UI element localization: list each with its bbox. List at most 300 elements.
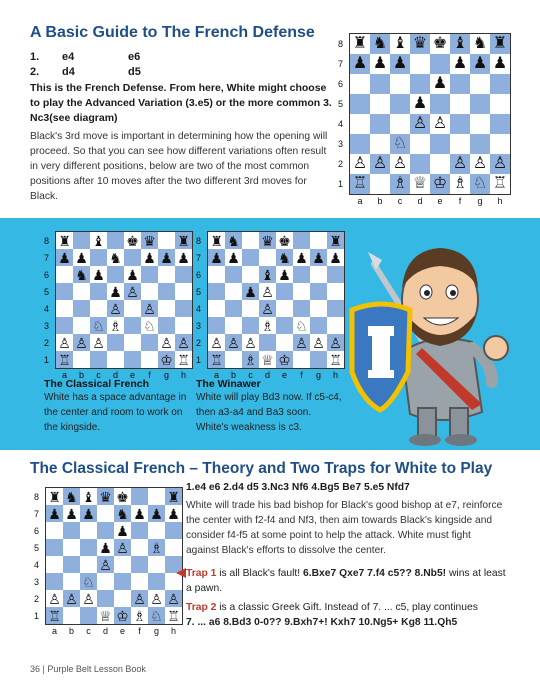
black-bishop-icon: ♝ xyxy=(90,232,107,249)
caption-text: White will play Bd3 now. If c5-c4, then a3-a4 and Ba3 soon. White's weakness is c3. xyxy=(196,392,342,433)
opening-moves xyxy=(30,50,141,80)
classical-line-moves: 1.e4 e6 2.d4 d5 3.Nc3 Nf6 4.Bg5 Be7 5.e5 Nfd7 xyxy=(186,482,410,493)
trap-moves: 6.Bxe7 Qxe7 7.f4 c5?? 8.Nb5! xyxy=(303,568,447,579)
board-square xyxy=(56,300,73,317)
black-pawn-icon: ♟ xyxy=(175,249,192,266)
black-pawn-icon: ♟ xyxy=(225,249,242,266)
board-square xyxy=(310,351,327,368)
black-knight-icon: ♞ xyxy=(63,488,80,505)
board-square xyxy=(114,573,131,590)
file-label: e xyxy=(437,196,443,206)
board-square xyxy=(63,556,80,573)
board-square xyxy=(80,522,97,539)
board-square xyxy=(63,539,80,556)
rank-label: 6 xyxy=(338,79,344,89)
white-king-icon: ♔ xyxy=(158,351,175,368)
black-pawn-icon: ♟ xyxy=(410,94,430,114)
board-square xyxy=(370,94,390,114)
file-label: f xyxy=(148,370,151,380)
board-square xyxy=(242,300,259,317)
board-square xyxy=(165,522,182,539)
board-square xyxy=(490,94,510,114)
black-move: d5 xyxy=(128,66,141,78)
board-square xyxy=(370,74,390,94)
black-rook-icon: ♜ xyxy=(327,232,344,249)
board-square xyxy=(390,74,410,94)
white-pawn-icon: ♙ xyxy=(259,283,276,300)
rank-label: 4 xyxy=(338,119,344,129)
board-square xyxy=(208,266,225,283)
file-label: g xyxy=(477,196,483,206)
black-pawn-icon: ♟ xyxy=(46,505,63,522)
caption-classical xyxy=(44,378,192,435)
rank-label: 2 xyxy=(44,337,50,348)
rank-label: 2 xyxy=(338,159,344,169)
board-square xyxy=(46,556,63,573)
board-square xyxy=(56,317,73,334)
board-square xyxy=(430,94,450,114)
black-pawn-icon: ♟ xyxy=(73,249,90,266)
black-knight-icon: ♞ xyxy=(107,249,124,266)
board-square xyxy=(56,283,73,300)
white-move: e4 xyxy=(62,51,75,63)
white-pawn-icon: ♙ xyxy=(293,334,310,351)
black-bishop-icon: ♝ xyxy=(390,34,410,54)
chessboard-classical-french xyxy=(44,232,192,382)
rank-label: 3 xyxy=(196,320,202,331)
rank-label: 1 xyxy=(338,179,344,189)
board-square xyxy=(73,300,90,317)
board-square xyxy=(470,74,490,94)
board-square xyxy=(450,74,470,94)
white-pawn-icon: ♙ xyxy=(124,283,141,300)
board-square xyxy=(165,539,182,556)
section-title: A Basic Guide to The French Defense xyxy=(30,24,315,41)
black-rook-icon: ♜ xyxy=(46,488,63,505)
rank-label: 7 xyxy=(338,59,344,69)
black-pawn-icon: ♟ xyxy=(165,505,182,522)
rank-label: 5 xyxy=(34,542,40,553)
white-bishop-icon: ♗ xyxy=(390,174,410,194)
rank-label: 6 xyxy=(44,269,50,280)
white-pawn-icon: ♙ xyxy=(63,590,80,607)
white-pawn-icon: ♙ xyxy=(56,334,73,351)
board-square xyxy=(430,154,450,174)
board-square xyxy=(114,556,131,573)
black-king-icon: ♚ xyxy=(276,232,293,249)
black-pawn-icon: ♟ xyxy=(63,505,80,522)
file-label: f xyxy=(138,626,141,636)
file-label: d xyxy=(102,626,108,636)
file-label: b xyxy=(230,370,236,380)
board-square xyxy=(56,266,73,283)
board-square xyxy=(293,300,310,317)
caption-text: White has a space advantage in the center and room to work on the kingside. xyxy=(44,392,187,433)
board-square xyxy=(208,300,225,317)
file-label: g xyxy=(163,370,169,380)
white-bishop-icon: ♗ xyxy=(259,317,276,334)
board-square xyxy=(158,232,175,249)
black-pawn-icon: ♟ xyxy=(242,283,259,300)
board-square xyxy=(242,266,259,283)
caption-winawer xyxy=(196,378,344,435)
board-square xyxy=(73,317,90,334)
file-label: c xyxy=(397,196,403,206)
board-square xyxy=(63,607,80,624)
board-square xyxy=(141,334,158,351)
board-square xyxy=(350,134,370,154)
white-pawn-icon: ♙ xyxy=(148,590,165,607)
rank-label: 6 xyxy=(34,525,40,536)
white-pawn-icon: ♙ xyxy=(175,334,192,351)
rank-label: 8 xyxy=(34,491,40,502)
board-square xyxy=(310,232,327,249)
black-queen-icon: ♛ xyxy=(97,488,114,505)
black-rook-icon: ♜ xyxy=(350,34,370,54)
rank-label: 8 xyxy=(44,235,50,246)
white-queen-icon: ♕ xyxy=(259,351,276,368)
white-queen-icon: ♕ xyxy=(97,607,114,624)
trap-1-text xyxy=(186,566,506,596)
rank-label: 6 xyxy=(196,269,202,280)
file-label: c xyxy=(96,370,101,380)
black-queen-icon: ♛ xyxy=(410,34,430,54)
file-label: c xyxy=(248,370,253,380)
intro-paragraph: Black's 3rd move is important in determining how the opening will proceed. So that you can see how different variations often result in very different positions, below are two of the most common positions after 10 moves after the two different 3rd moves for Black. xyxy=(30,131,328,202)
board-square xyxy=(148,556,165,573)
rank-label: 8 xyxy=(196,235,202,246)
board-square xyxy=(276,283,293,300)
board-square xyxy=(450,114,470,134)
black-king-icon: ♚ xyxy=(430,34,450,54)
board-square xyxy=(80,556,97,573)
file-label: e xyxy=(129,370,135,380)
white-pawn-icon: ♙ xyxy=(410,114,430,134)
white-pawn-icon: ♙ xyxy=(242,334,259,351)
board-square xyxy=(124,351,141,368)
board-square xyxy=(158,317,175,334)
black-pawn-icon: ♟ xyxy=(293,249,310,266)
board-square xyxy=(107,232,124,249)
file-label: h xyxy=(332,370,338,380)
white-knight-icon: ♘ xyxy=(293,317,310,334)
white-pawn-icon: ♙ xyxy=(490,154,510,174)
trap-description: wins at least a pawn. xyxy=(186,568,506,594)
rank-label: 3 xyxy=(44,320,50,331)
black-rook-icon: ♜ xyxy=(165,488,182,505)
page-footer: 36 | Purple Belt Lesson Book xyxy=(30,664,146,674)
file-label: h xyxy=(170,626,176,636)
board-square xyxy=(293,232,310,249)
black-move: e6 xyxy=(128,51,141,63)
board-square xyxy=(490,74,510,94)
trap-pointer-icon xyxy=(176,568,186,578)
move-row xyxy=(30,50,141,65)
board-square xyxy=(97,573,114,590)
white-pawn-icon: ♙ xyxy=(259,300,276,317)
board-square xyxy=(175,317,192,334)
white-rook-icon: ♖ xyxy=(327,351,344,368)
white-bishop-icon: ♗ xyxy=(131,607,148,624)
black-king-icon: ♚ xyxy=(124,232,141,249)
board-square xyxy=(242,232,259,249)
file-label: b xyxy=(377,196,383,206)
board-square xyxy=(310,300,327,317)
black-pawn-icon: ♟ xyxy=(208,249,225,266)
board-square xyxy=(293,266,310,283)
board-square xyxy=(90,283,107,300)
board-square xyxy=(80,607,97,624)
white-rook-icon: ♖ xyxy=(46,607,63,624)
black-pawn-icon: ♟ xyxy=(158,249,175,266)
board-square xyxy=(46,539,63,556)
board-square xyxy=(450,134,470,154)
board-square xyxy=(310,283,327,300)
black-rook-icon: ♜ xyxy=(175,232,192,249)
file-label: g xyxy=(153,626,159,636)
board-square xyxy=(225,317,242,334)
white-knight-icon: ♘ xyxy=(80,573,97,590)
black-pawn-icon: ♟ xyxy=(107,283,124,300)
board-square xyxy=(141,283,158,300)
board-square xyxy=(410,74,430,94)
white-king-icon: ♔ xyxy=(114,607,131,624)
board-square xyxy=(225,266,242,283)
white-pawn-icon: ♙ xyxy=(390,154,410,174)
white-knight-icon: ♘ xyxy=(90,317,107,334)
board-square xyxy=(124,300,141,317)
trap-label: Trap 2 xyxy=(186,602,217,613)
board-square xyxy=(410,134,430,154)
rank-label: 5 xyxy=(338,99,344,109)
board-square xyxy=(259,334,276,351)
black-pawn-icon: ♟ xyxy=(390,54,410,74)
trap-moves: 7. ... a6 8.Bd3 0-0?? 9.Bxh7+! Kxh7 10.Ng5+ Kg8 11.Qh5 xyxy=(186,617,458,628)
intro-bold-paragraph: This is the French Defense. From here, White might choose to play the Advanced Variation (3.e5) or the more common 3. Nc3(see diagram) xyxy=(30,82,332,124)
white-bishop-icon: ♗ xyxy=(148,539,165,556)
board-square xyxy=(242,317,259,334)
rank-label: 3 xyxy=(338,139,344,149)
classical-theory-paragraph: White will trade his bad bishop for Black's good bishop at e7, reinforce the center with f2-f4 and Nf3, then aim towards Black's kingside and consider f4-f5 at some point to help the attack. White must fight against Black's efforts to dissolve the center. xyxy=(186,500,503,556)
board-square xyxy=(470,94,490,114)
file-label: d xyxy=(264,370,270,380)
black-pawn-icon: ♟ xyxy=(370,54,390,74)
board-square xyxy=(175,266,192,283)
black-pawn-icon: ♟ xyxy=(276,266,293,283)
black-pawn-icon: ♟ xyxy=(148,505,165,522)
black-pawn-icon: ♟ xyxy=(350,54,370,74)
file-label: b xyxy=(78,370,84,380)
board-square xyxy=(470,134,490,154)
rank-label: 2 xyxy=(196,337,202,348)
board-square xyxy=(141,266,158,283)
black-pawn-icon: ♟ xyxy=(56,249,73,266)
trap-description: is all Black's fault! xyxy=(216,568,304,579)
file-label: h xyxy=(497,196,503,206)
board-square xyxy=(175,300,192,317)
white-king-icon: ♔ xyxy=(276,351,293,368)
white-knight-icon: ♘ xyxy=(141,317,158,334)
black-pawn-icon: ♟ xyxy=(131,505,148,522)
white-bishop-icon: ♗ xyxy=(450,174,470,194)
board-square xyxy=(131,522,148,539)
file-label: a xyxy=(213,370,219,380)
file-label: g xyxy=(315,370,321,380)
knight-mascot-illustration xyxy=(332,222,528,448)
board-square xyxy=(410,154,430,174)
board-square xyxy=(90,300,107,317)
board-square xyxy=(107,351,124,368)
black-knight-icon: ♞ xyxy=(276,249,293,266)
white-pawn-icon: ♙ xyxy=(158,334,175,351)
board-square xyxy=(350,74,370,94)
board-square xyxy=(107,266,124,283)
board-square xyxy=(73,351,90,368)
black-pawn-icon: ♟ xyxy=(141,249,158,266)
white-pawn-icon: ♙ xyxy=(370,154,390,174)
board-square xyxy=(158,266,175,283)
black-knight-icon: ♞ xyxy=(370,34,390,54)
file-label: d xyxy=(417,196,423,206)
black-pawn-icon: ♟ xyxy=(450,54,470,74)
black-pawn-icon: ♟ xyxy=(80,505,97,522)
file-label: h xyxy=(180,370,186,380)
white-pawn-icon: ♙ xyxy=(131,590,148,607)
board-square xyxy=(310,266,327,283)
white-pawn-icon: ♙ xyxy=(141,300,158,317)
board-square xyxy=(124,249,141,266)
chessboard-winawer xyxy=(196,232,344,382)
file-label: a xyxy=(61,370,67,380)
board-square xyxy=(97,505,114,522)
rank-label: 1 xyxy=(34,610,40,621)
white-king-icon: ♔ xyxy=(430,174,450,194)
rank-label: 4 xyxy=(196,303,202,314)
white-pawn-icon: ♙ xyxy=(97,556,114,573)
board-square xyxy=(107,334,124,351)
move-row xyxy=(30,65,141,80)
black-bishop-icon: ♝ xyxy=(450,34,470,54)
white-queen-icon: ♕ xyxy=(410,174,430,194)
move-number: 1. xyxy=(30,51,40,63)
board-square xyxy=(63,573,80,590)
file-label: e xyxy=(281,370,287,380)
white-pawn-icon: ♙ xyxy=(430,114,450,134)
board-square xyxy=(73,283,90,300)
board-square xyxy=(276,334,293,351)
board-square xyxy=(46,573,63,590)
white-pawn-icon: ♙ xyxy=(90,334,107,351)
black-bishop-icon: ♝ xyxy=(80,488,97,505)
board-square xyxy=(390,94,410,114)
white-pawn-icon: ♙ xyxy=(46,590,63,607)
white-rook-icon: ♖ xyxy=(208,351,225,368)
black-pawn-icon: ♟ xyxy=(114,522,131,539)
black-queen-icon: ♛ xyxy=(141,232,158,249)
black-rook-icon: ♜ xyxy=(490,34,510,54)
black-pawn-icon: ♟ xyxy=(90,266,107,283)
board-square xyxy=(175,283,192,300)
board-square xyxy=(470,114,490,134)
board-square xyxy=(131,488,148,505)
board-square xyxy=(450,94,470,114)
board-square xyxy=(370,114,390,134)
board-square xyxy=(490,134,510,154)
black-pawn-icon: ♟ xyxy=(310,249,327,266)
rank-label: 3 xyxy=(34,576,40,587)
white-rook-icon: ♖ xyxy=(490,174,510,194)
file-label: c xyxy=(86,626,91,636)
white-knight-icon: ♘ xyxy=(148,607,165,624)
board-square xyxy=(114,590,131,607)
black-rook-icon: ♜ xyxy=(208,232,225,249)
white-rook-icon: ♖ xyxy=(165,607,182,624)
rank-label: 1 xyxy=(196,354,202,365)
black-pawn-icon: ♟ xyxy=(124,266,141,283)
white-pawn-icon: ♙ xyxy=(114,539,131,556)
board-square xyxy=(410,54,430,74)
file-label: d xyxy=(112,370,118,380)
white-bishop-icon: ♗ xyxy=(107,317,124,334)
black-pawn-icon: ♟ xyxy=(327,249,344,266)
white-pawn-icon: ♙ xyxy=(450,154,470,174)
board-square xyxy=(97,522,114,539)
board-square xyxy=(225,351,242,368)
board-square xyxy=(430,134,450,154)
white-rook-icon: ♖ xyxy=(175,351,192,368)
board-square xyxy=(276,300,293,317)
board-square xyxy=(259,249,276,266)
board-square xyxy=(131,539,148,556)
white-knight-icon: ♘ xyxy=(470,174,490,194)
file-label: f xyxy=(458,196,462,206)
white-move: d4 xyxy=(62,66,75,78)
board-square xyxy=(131,573,148,590)
white-pawn-icon: ♙ xyxy=(327,334,344,351)
white-pawn-icon: ♙ xyxy=(225,334,242,351)
black-pawn-icon: ♟ xyxy=(97,539,114,556)
board-square xyxy=(276,317,293,334)
board-square xyxy=(208,317,225,334)
board-square xyxy=(293,283,310,300)
rank-label: 7 xyxy=(44,252,50,263)
board-square xyxy=(97,590,114,607)
white-pawn-icon: ♙ xyxy=(73,334,90,351)
board-square xyxy=(124,334,141,351)
board-square xyxy=(124,317,141,334)
white-rook-icon: ♖ xyxy=(350,174,370,194)
trap-description: is a classic Greek Gift. Instead of 7. ... c5, play continues xyxy=(216,602,478,613)
black-bishop-icon: ♝ xyxy=(259,266,276,283)
rank-label: 8 xyxy=(338,39,344,49)
board-square xyxy=(390,114,410,134)
board-square xyxy=(73,232,90,249)
board-square xyxy=(141,351,158,368)
board-square xyxy=(242,249,259,266)
section-title: The Classical French – Theory and Two Traps for White to Play xyxy=(30,460,493,477)
board-square xyxy=(148,488,165,505)
black-king-icon: ♚ xyxy=(114,488,131,505)
board-square xyxy=(148,573,165,590)
file-label: a xyxy=(51,626,57,636)
white-pawn-icon: ♙ xyxy=(107,300,124,317)
board-square xyxy=(490,114,510,134)
rank-label: 2 xyxy=(34,593,40,604)
caption-title: The Classical French xyxy=(44,378,150,390)
rank-label: 4 xyxy=(34,559,40,570)
rank-label: 7 xyxy=(196,252,202,263)
black-rook-icon: ♜ xyxy=(56,232,73,249)
